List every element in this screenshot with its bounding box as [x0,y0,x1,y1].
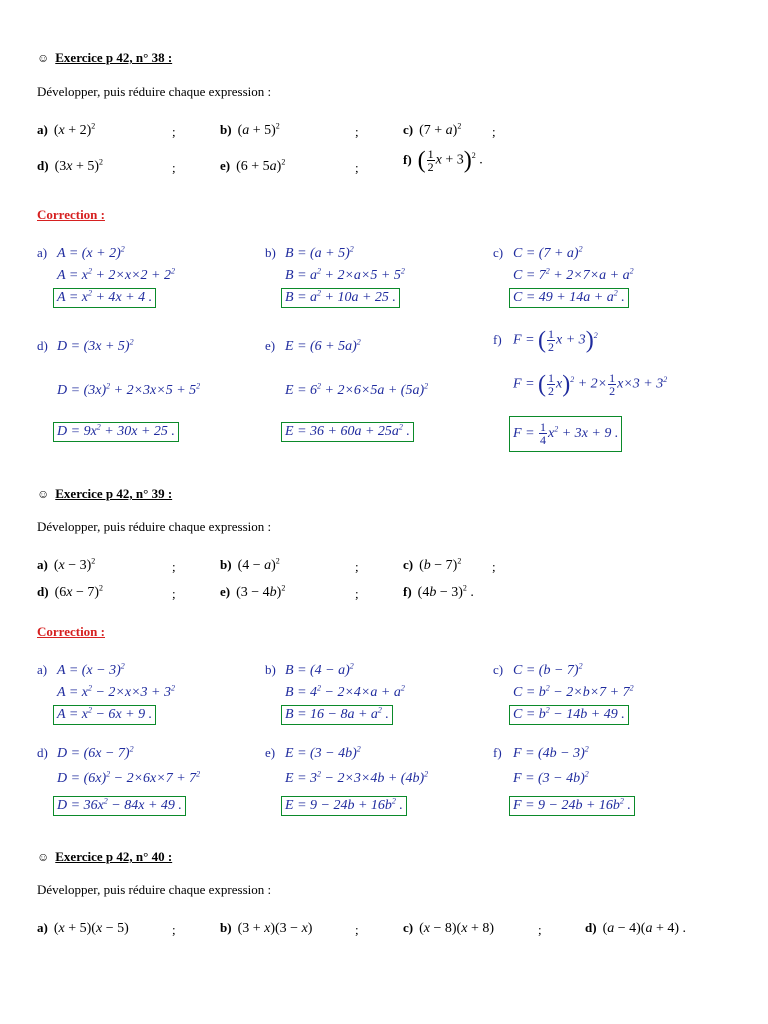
exercise-40-instruction: Développer, puis réduire chaque expression : [37,882,272,897]
ex39-item-d: d) $(6x - 7)^2$ [37,583,104,600]
separator: ; [492,559,496,574]
separator: ; [172,586,176,601]
corr39-a-line1: a) $A = (x - 3)^2$ [37,661,125,678]
corr39-c-line2: $C = b^2 - 2\times b\times 7 + 7^2$ [513,683,634,700]
ex39-item-a: a) $(x - 3)^2$ [37,556,96,573]
ex38-item-d: d) $(3x + 5)^2$ [37,157,104,174]
corr38-b-line2: $B = a^2 + 2\times a\times 5 + 5^2$ [285,266,405,283]
exercise-39-title-text: Exercice p 42, n° 39 : [55,486,173,501]
corr38-a-line2: $A = x^2 + 2\times x\times 2 + 2^2$ [57,266,176,283]
separator: ; [355,559,359,574]
corr39-b-line2: $B = 4^2 - 2\times 4\times a + a^2$ [285,683,405,700]
ex40-item-a: a) (x + 5)(x − 5) [37,920,129,936]
smiley-icon: ☺ [37,850,50,864]
corr38-e-result: $E = 36 + 60a + 25a^2$ . [281,422,414,442]
corr38-e-line2: $E = 6^2 + 2\times 6\times 5a + (5a)^2$ [285,381,429,398]
corr39-f-result: $F = 9 - 24b + 16b^2$ . [509,796,635,816]
exercise-39-instruction: Développer, puis réduire chaque expression : [37,519,272,534]
corr39-f-line2: $F = (3 - 4b)^2$ [513,769,589,786]
corr38-b-result: $B = a^2 + 10a + 25$ . [281,288,400,308]
separator: ; [172,559,176,574]
corr39-c-line1: c) $C = (b - 7)^2$ [493,661,583,678]
corr38-a-result: $A = x^2 + 4x + 4$ . [53,288,156,308]
corr39-b-line1: b) $B = (4 - a)^2$ [265,661,354,678]
corr39-a-result: $A = x^2 - 6x + 9$ . [53,705,156,725]
ex40-item-c: c) (x − 8)(x + 8) [403,920,495,936]
corr38-f-line1: f) F = ( $\frac{1}{2}$ x + 3)$^2$ [493,327,598,354]
corr39-d-line1: d) $D = (6x - 7)^2$ [37,744,134,761]
ex38-item-f: f) ( $\frac{1}{2}$ x + 3)$^2$ . [403,147,483,174]
ex39-item-e: e) $(3 - 4b)^2$ [220,583,286,600]
corr39-e-line2: $E = 3^2 - 2\times 3\times 4b + (4b)^2$ [285,769,429,786]
exercise-40-title [37,849,172,865]
separator: ; [172,922,176,937]
ex38-item-b: b) $(a + 5)^2$ [220,121,280,138]
separator: ; [538,922,542,937]
separator: ; [355,160,359,175]
corr39-d-line2: $D = (6x)^2 - 2\times 6x\times 7 + 7^2$ [57,769,201,786]
correction-38-title: Correction : [37,207,105,222]
corr38-a-line1: a) $A = (x + 2)^2$ [37,244,125,261]
corr38-b-line1: b) $B = (a + 5)^2$ [265,244,354,261]
corr39-b-result: $B = 16 - 8a + a^2$ . [281,705,393,725]
smiley-icon: ☺ [37,487,50,501]
corr38-e-line1: e) $E = (6 + 5a)^2$ [265,337,361,354]
separator: ; [355,124,359,139]
corr39-f-line1: f) $F = (4b - 3)^2$ [493,744,589,761]
ex40-item-d: d) (a − 4)(a + 4) . [585,920,687,936]
smiley-icon: ☺ [37,51,50,65]
ex38-item-e: e) $(6 + 5a)^2$ [220,157,286,174]
corr39-c-result: $C = b^2 - 14b + 49$ . [509,705,629,725]
corr38-f-line2: F = ( $\frac{1}{2}$ x)$^2$ + 2× $\frac{1}{2}$ $x\times 3 + 3^2$ [513,371,668,398]
corr38-c-line2: $C = 7^2 + 2\times 7\times a + a^2$ [513,266,634,283]
exercise-40-title-text: Exercice p 42, n° 40 : [55,849,173,864]
ex38-item-a: a) $(x + 2)^2$ [37,121,96,138]
ex39-item-c: c) $(b - 7)^2$ [403,556,462,573]
corr38-d-line1: d) $D = (3x + 5)^2$ [37,337,134,354]
exercise-38-title-text: Exercice p 42, n° 38 : [55,50,173,65]
separator: ; [492,124,496,139]
corr38-f-result: F = $\frac{1}{4}$ $x^2 + 3x + 9$ . [509,416,622,452]
ex39-item-b: b) $(4 - a)^2$ [220,556,280,573]
exercise-38-instruction: Développer, puis réduire chaque expression : [37,84,272,99]
corr39-e-result: $E = 9 - 24b + 16b^2$ . [281,796,407,816]
corr39-e-line1: e) $E = (3 - 4b)^2$ [265,744,361,761]
exercise-38-title [37,50,172,66]
ex39-item-f: f) $(4b - 3)^2$ . [403,583,474,600]
ex40-item-b: b) (3 + x)(3 − x) [220,920,313,936]
corr38-d-line2: $D = (3x)^2 + 2\times 3x\times 5 + 5^2$ [57,381,201,398]
corr39-a-line2: $A = x^2 - 2\times x\times 3 + 3^2$ [57,683,176,700]
separator: ; [172,124,176,139]
separator: ; [355,586,359,601]
separator: ; [355,922,359,937]
correction-39-title: Correction : [37,624,105,639]
corr38-c-result: $C = 49 + 14a + a^2$ . [509,288,629,308]
separator: ; [172,160,176,175]
exercise-39-title [37,486,172,502]
ex38-item-c: c) $(7 + a)^2$ [403,121,462,138]
corr39-d-result: $D = 36x^2 - 84x + 49$ . [53,796,186,816]
corr38-d-result: $D = 9x^2 + 30x + 25$ . [53,422,179,442]
corr38-c-line1: c) $C = (7 + a)^2$ [493,244,583,261]
